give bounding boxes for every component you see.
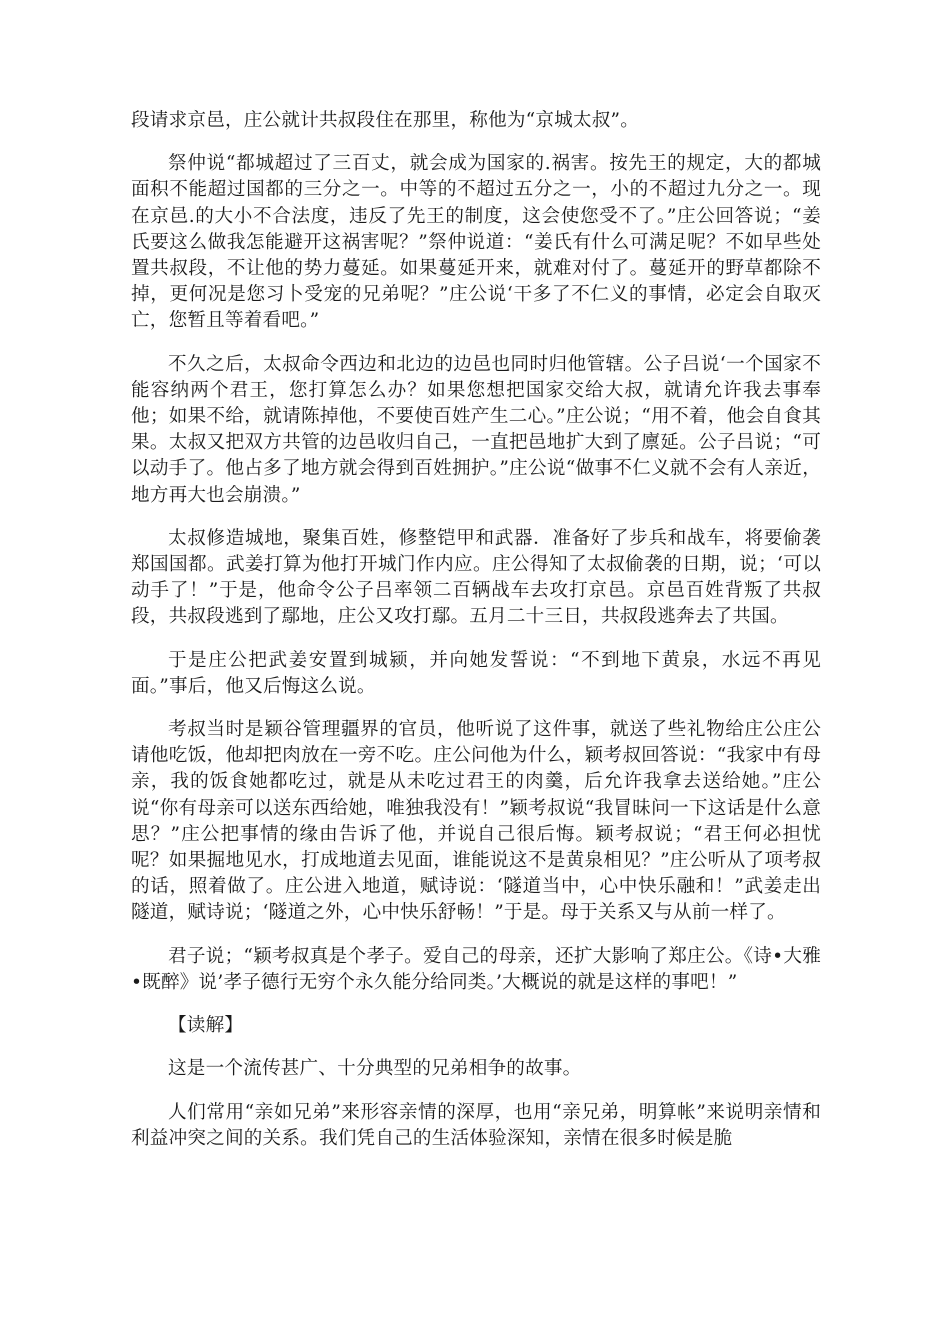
paragraph-oath: 于是庄公把武姜安置到城颍，并向她发誓说：“不到地下黄泉，水远不再见面。”事后，他又后悔这么说。: [131, 649, 821, 697]
section-heading-dujie: 【读解】: [168, 1015, 244, 1037]
paragraph-intro: 这是一个流传甚广、十分典型的兄弟相争的故事。: [168, 1058, 582, 1080]
paragraph-taishu-attack: 太叔修造城地，聚集百姓，修整铠甲和武器．准备好了步兵和战车，将要偷袭郑国国都。武姜打算为他打开城门作内应。庄公得知了太叔偷袭的日期，说；‘可以动手了！”于是，他命令公子吕率领二百辆战车去攻打京邑。京邑百姓背叛了共叔段，共叔段逃到了鄢地，庄公又攻打鄢。五月二十三日，共叔段逃奔去了共国。: [131, 527, 821, 628]
paragraph-qinqing: 人们常用“亲如兄弟”来形容亲情的深厚，也用“亲兄弟，明算帐”来说明亲情和利益冲突之间的关系。我们凭自己的生活体验深知，亲情在很多时候是脆: [131, 1101, 821, 1149]
paragraph-jizhong: 祭仲说“都城超过了三百丈，就会成为国家的.祸害。按先王的规定，大的都城面积不能超过国都的三分之一。中等的不超过五分之一，小的不超过九分之一。现在京邑.的大小不合法度，违反了先王的制度，这会使您受不了。”庄公回答说；“姜氏要这么做我怎能避开这祸害呢？”祭仲说道：“姜氏有什么可满足呢？不如早些处置共叔段，不让他的势力蔓延。如果蔓延开来，就难对付了。蔓延开的野草都除不掉，更何况是您习卜受宠的兄弟呢？”庄公说‘干多了不仁义的事情，必定会自取灭亡，您暂且等着看吧。”: [131, 153, 821, 332]
paragraph-taishu-expands: 不久之后，太叔命令西边和北边的边邑也同时归他管辖。公子吕说‘一个国家不能容纳两个君王，您打算怎么办？如果您想把国家交给大叔，就请允许我去事奉他；如果不给，就请陈掉他，不要使百姓产生二心。”庄公说；“用不着，他会自食其果。太叔又把双方共管的边邑收归自己，一直把邑地扩大到了廪延。公子吕说；“可以动手了。他占多了地方就会得到百姓拥护。”庄公说“做事不仁义就不会有人亲近，地方再大也会崩溃。”: [131, 353, 821, 506]
paragraph-kaoshu: 考叔当时是颖谷管理疆界的官员，他听说了这件事，就送了些礼物给庄公庄公请他吃饭，他却把肉放在一旁不吃。庄公问他为什么，颖考叔回答说：“我家中有母亲，我的饭食她都吃过，就是从未吃过君王的肉羹，后允许我拿去送给她。”庄公说“你有母亲可以送东西给她，唯独我没有！”颖考叔说“我冒昧问一下这话是什么意思？”庄公把事情的缘由告诉了他，并说自己很后悔。颖考叔说；“君王何必担忧呢？如果掘地见水，打成地道去见面，谁能说这不是黄泉相见？”庄公听从了项考叔的话，照着做了。庄公进入地道，赋诗说：‘隧道当中，心中快乐融和！”武姜走出隧道，赋诗说；‘隧道之外，心中快乐舒畅！”于是。母于关系又与从前一样了。: [131, 719, 821, 924]
paragraph-junzi: 君子说；“颖考叔真是个孝子。爱自己的母亲，还扩大影响了郑庄公。《诗•大雅•既醉》说’孝子德行无穷个永久能分给同类。’大概说的就是这样的事吧！”: [131, 945, 821, 993]
paragraph-continuation: 段请求京邑，庄公就计共叔段住在那里，称他为“京城太叔”。: [131, 110, 640, 131]
document-body: [131, 108, 821, 1169]
